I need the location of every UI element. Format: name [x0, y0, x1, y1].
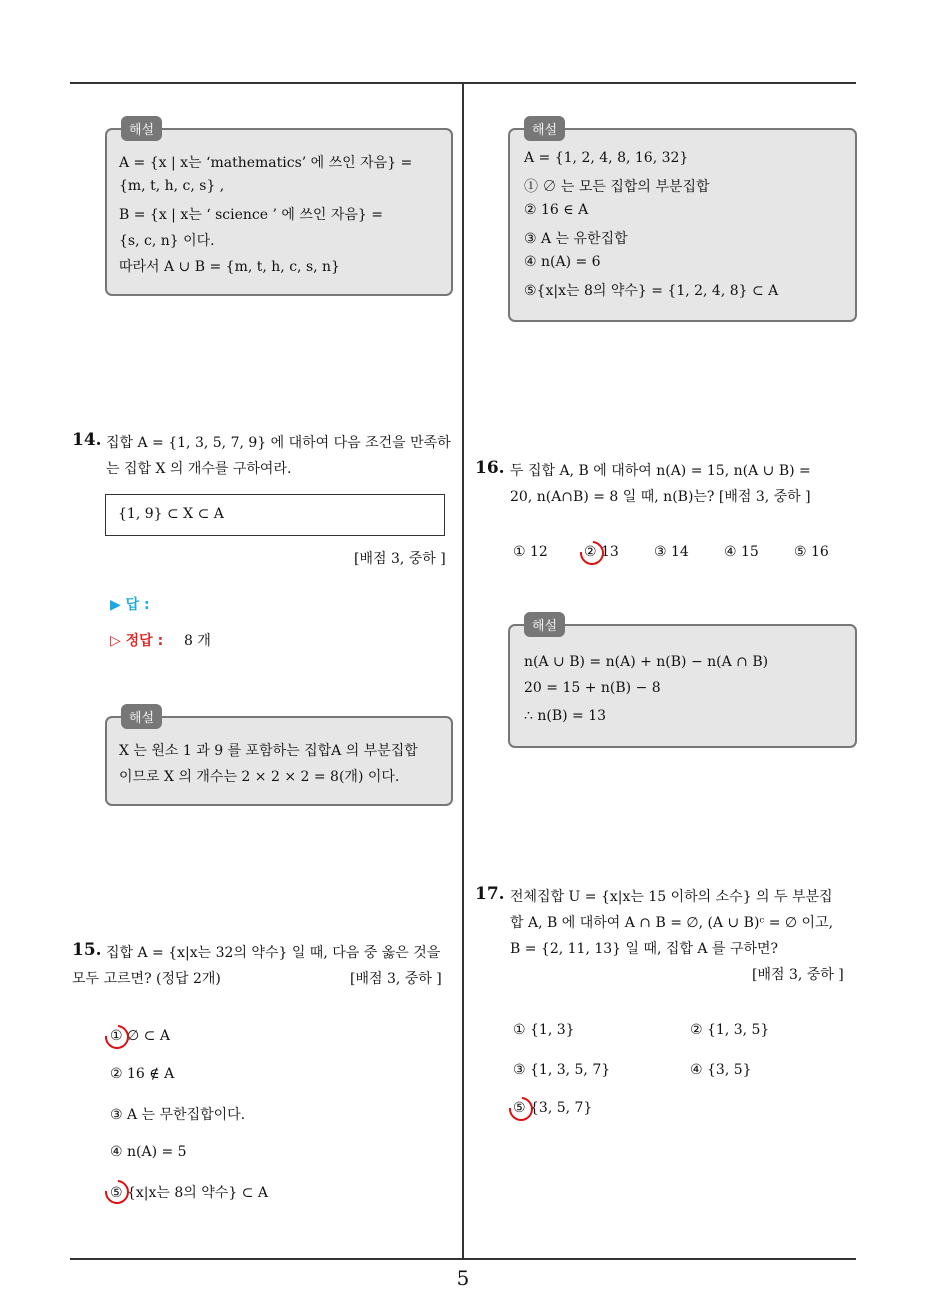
solution-line: X 는 원소 1 과 9 를 포함하는 집합A 의 부분집합: [119, 743, 418, 759]
option-1[interactable]: ① {1, 3}: [513, 1022, 575, 1038]
solution-line: ④ n(A) = 6: [524, 254, 601, 270]
option-5[interactable]: ⑤ {x|x는 8의 약수} ⊂ A: [110, 1185, 268, 1201]
solution-line: 따라서 A ∪ B = {m, t, h, c, s, n}: [119, 259, 340, 275]
solution-line: A = {x | x는 ‘mathematics’ 에 쓰인 자음} =: [119, 155, 413, 171]
option-2[interactable]: ② 13: [584, 544, 619, 560]
option-1[interactable]: ① 12: [513, 544, 548, 560]
option-2[interactable]: ② {1, 3, 5}: [690, 1022, 770, 1038]
bottom-rule: [70, 1258, 856, 1260]
solution-line: B = {x | x는 ‘ science ’ 에 쓰인 자음} =: [119, 207, 383, 223]
option-5[interactable]: ⑤ 16: [794, 544, 829, 560]
solution-tag: 해설: [524, 116, 565, 141]
solution-line: {m, t, h, c, s} ,: [119, 178, 225, 194]
question-meta: [배점 3, 중하 ]: [354, 551, 446, 567]
solution-line: ① ∅ 는 모든 집합의 부분집합: [524, 179, 710, 195]
question-text: 모두 고르면? (정답 2개): [72, 971, 221, 987]
solution-tag: 해설: [121, 116, 162, 141]
question-text: 합 A, B 에 대하여 A ∩ B = ∅, (A ∪ B)ᶜ = ∅ 이고,: [510, 915, 834, 931]
question-text: 두 집합 A, B 에 대하여 n(A) = 15, n(A ∪ B) =: [510, 463, 811, 479]
question-number: 16.: [475, 458, 505, 478]
selected-circle-mark: [100, 1020, 134, 1054]
selected-circle-mark: [100, 1175, 134, 1209]
solution-line: n(A ∪ B) = n(A) + n(B) − n(A ∩ B): [524, 654, 769, 670]
option-4[interactable]: ④ 15: [724, 544, 759, 560]
condition-text: {1, 9} ⊂ X ⊂ A: [118, 506, 224, 522]
question-text: 집합 A = {x|x는 32의 약수} 일 때, 다음 중 옳은 것을: [106, 945, 441, 961]
option-3[interactable]: ③ {1, 3, 5, 7}: [513, 1062, 611, 1078]
solution-line: {s, c, n} 이다.: [119, 233, 215, 249]
solution-line: ⑤{x|x는 8의 약수} = {1, 2, 4, 8} ⊂ A: [524, 283, 779, 299]
option-3[interactable]: ③ 14: [654, 544, 689, 560]
column-divider: [462, 84, 464, 1260]
option-3[interactable]: ③ A 는 무한집합이다.: [110, 1107, 246, 1123]
solution-tag: 해설: [121, 704, 162, 729]
question-text: 20, n(A∩B) = 8 일 때, n(B)는? [배점 3, 중하 ]: [510, 489, 811, 505]
correct-answer-label: ▷ 정답 :: [110, 633, 164, 649]
option-1[interactable]: ① ∅ ⊂ A: [110, 1028, 170, 1044]
question-number: 14.: [72, 430, 102, 450]
solution-line: 이므로 X 의 개수는 2 × 2 × 2 = 8(개) 이다.: [119, 769, 400, 785]
option-5[interactable]: ⑤ {3, 5, 7}: [513, 1100, 593, 1116]
question-text: 는 집합 X 의 개수를 구하여라.: [106, 461, 292, 477]
solution-line: ∴ n(B) = 13: [524, 708, 607, 724]
solution-box-2: [105, 711, 453, 806]
question-meta: [배점 3, 중하 ]: [752, 967, 844, 983]
page-number: 5: [456, 1266, 470, 1290]
question-text: 전체집합 U = {x|x는 15 이하의 소수} 의 두 부분집: [510, 889, 833, 905]
selected-circle-mark: [575, 536, 609, 570]
solution-line: ③ A 는 유한집합: [524, 231, 628, 247]
selected-circle-mark: [504, 1092, 538, 1126]
solution-box-4: [508, 619, 857, 748]
question-text: B = {2, 11, 13} 일 때, 집합 A 를 구하면?: [510, 941, 779, 957]
solution-line: ② 16 ∈ A: [524, 202, 589, 218]
answer-label: ▶ 답 :: [110, 597, 150, 613]
option-2[interactable]: ② 16 ∉ A: [110, 1066, 175, 1082]
question-number: 15.: [72, 940, 102, 960]
solution-line: 20 = 15 + n(B) − 8: [524, 680, 661, 696]
option-4[interactable]: ④ n(A) = 5: [110, 1144, 187, 1160]
solution-box-1: [105, 123, 453, 296]
solution-box-3: [508, 123, 857, 322]
correct-answer-value: 8 개: [184, 633, 211, 649]
question-text: 집합 A = {1, 3, 5, 7, 9} 에 대하여 다음 조건을 만족하: [106, 435, 451, 451]
question-meta: [배점 3, 중하 ]: [350, 971, 442, 987]
option-4[interactable]: ④ {3, 5}: [690, 1062, 752, 1078]
condition-box: [105, 494, 445, 536]
solution-tag: 해설: [524, 612, 565, 637]
question-number: 17.: [475, 884, 505, 904]
solution-line: A = {1, 2, 4, 8, 16, 32}: [524, 150, 689, 166]
